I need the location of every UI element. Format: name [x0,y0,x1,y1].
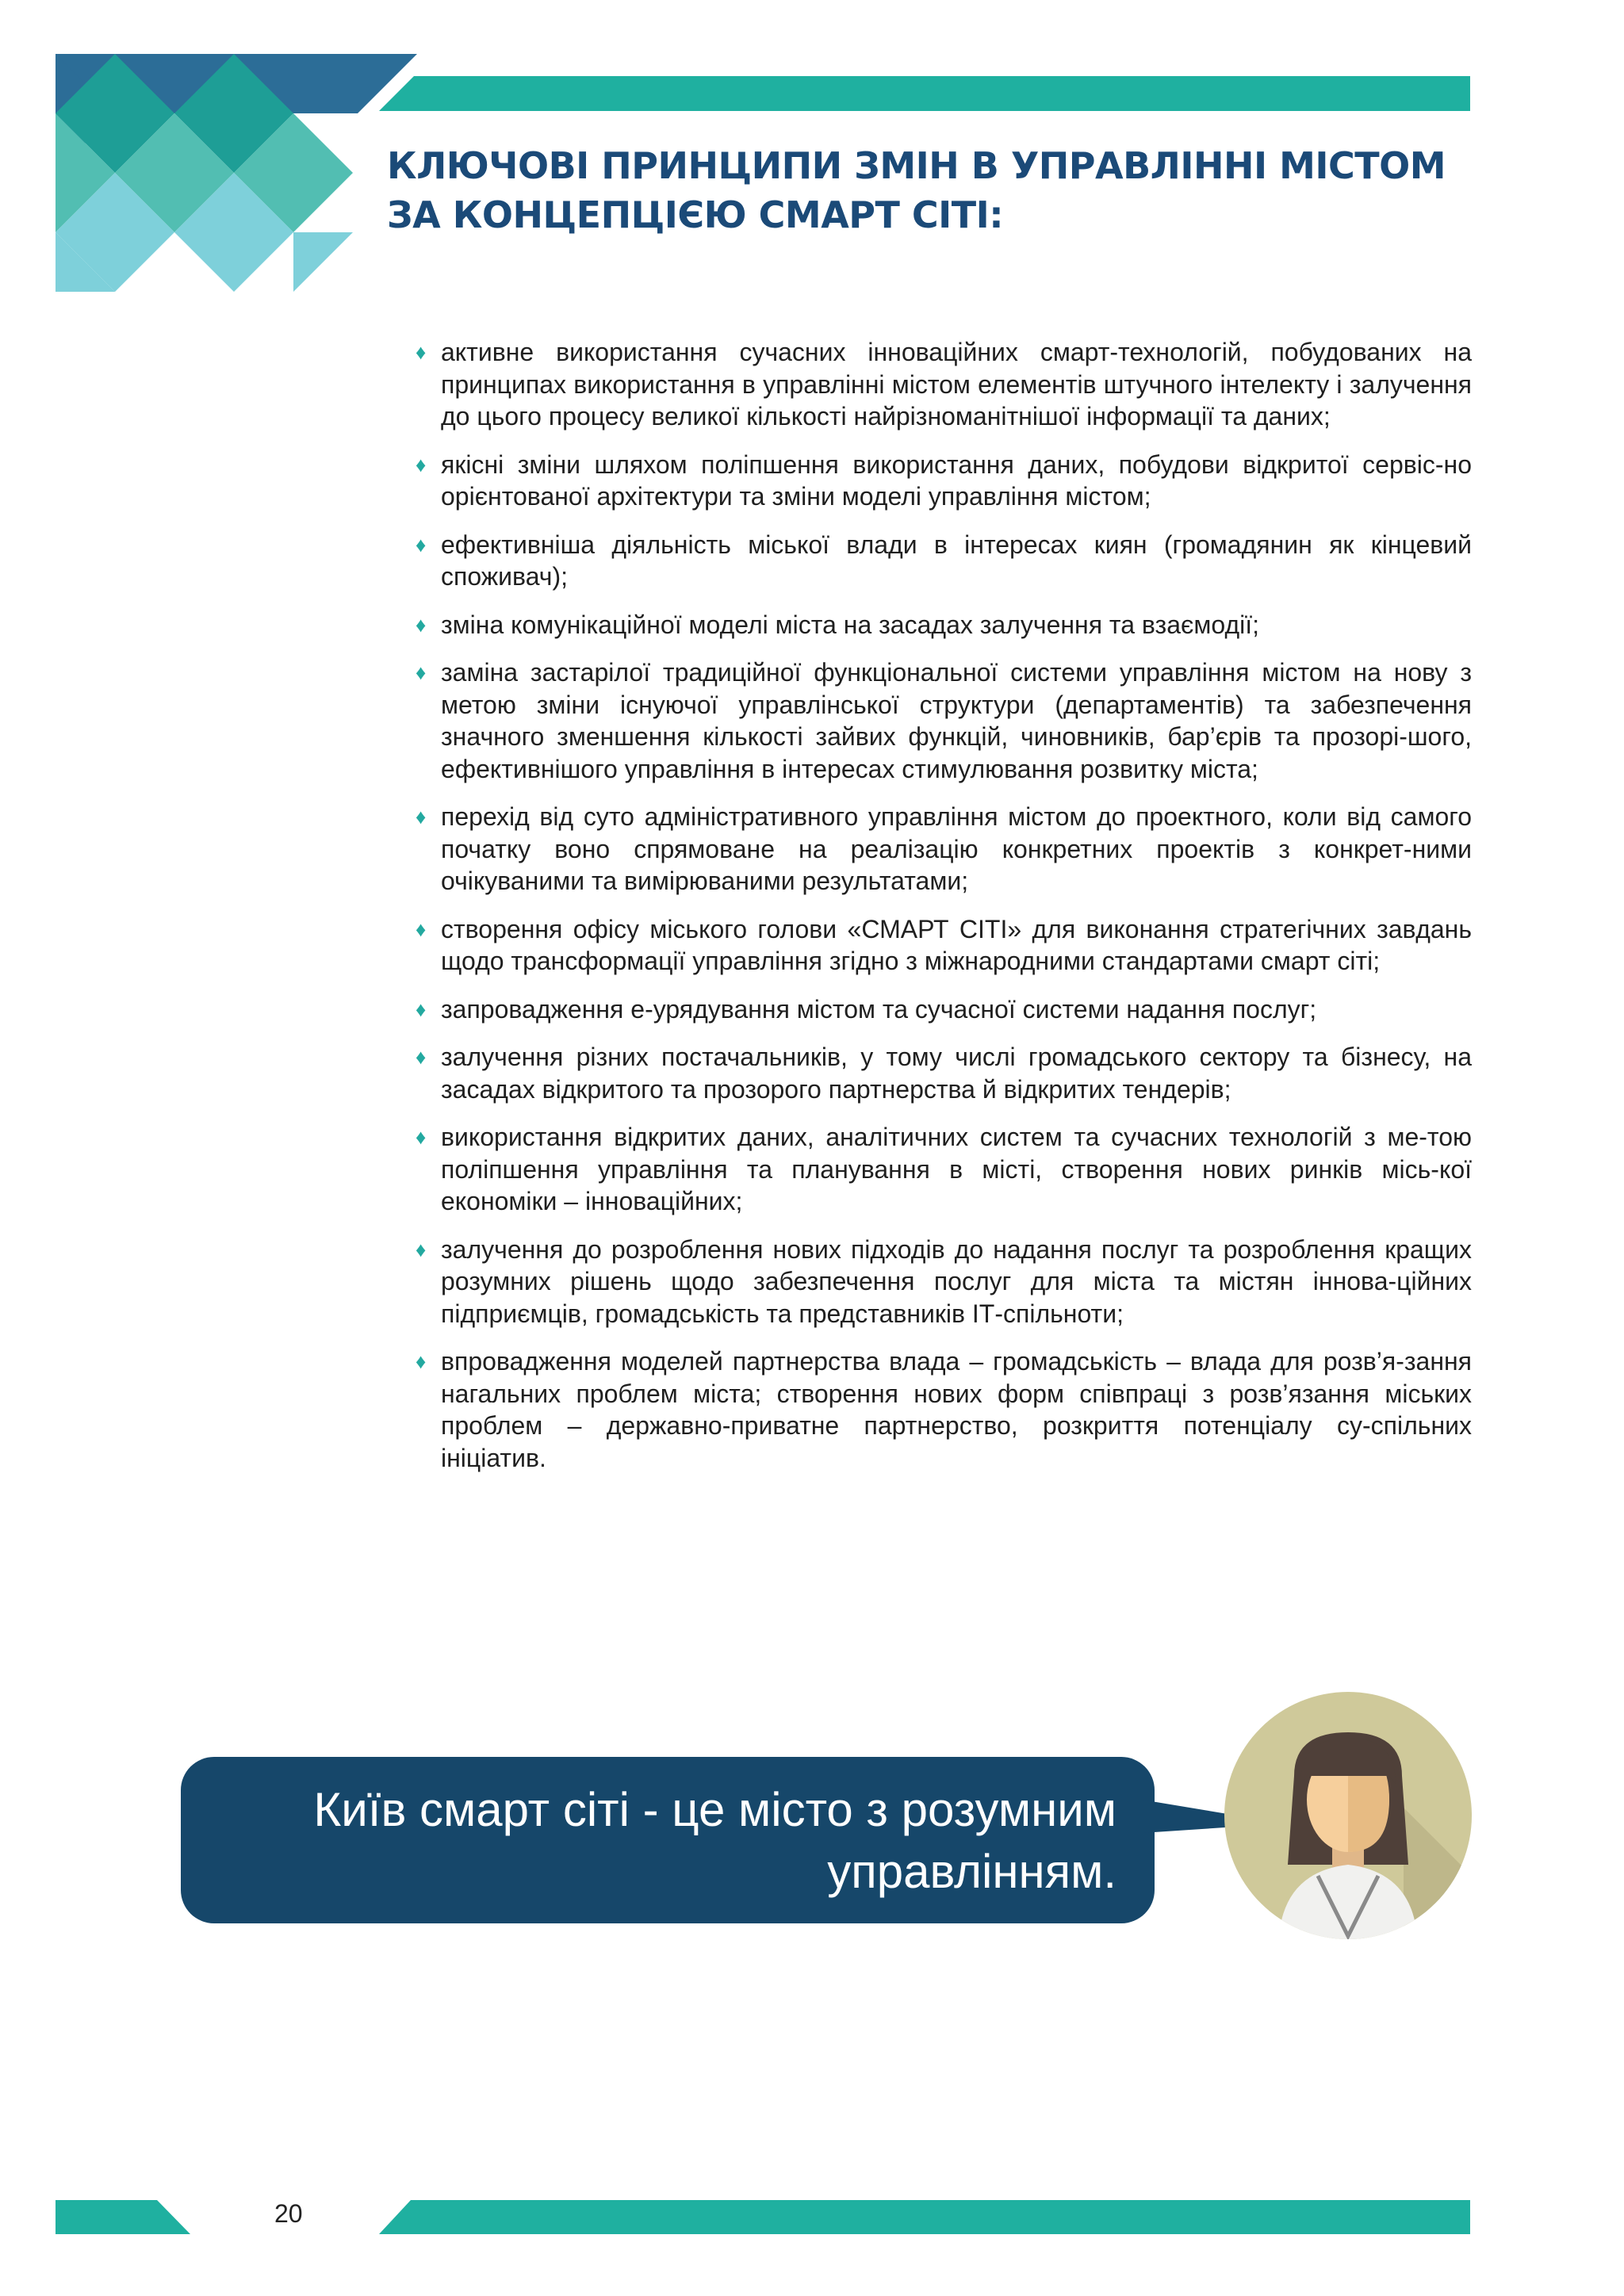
principle-item [416,449,1472,513]
diamond-bullet-icon: ♦ [416,1349,427,1373]
woman-avatar-icon [1221,1689,1475,1942]
principle-text: якісні зміни шляхом поліпшення використання даних, побудови відкритої сервіс-но орієнтованої архітектури та зміни моделі управління містом; [441,450,1472,511]
diamond-bullet-icon: ♦ [416,1237,427,1261]
principle-text: використання відкритих даних, аналітичних систем та сучасних технологій з ме-тою поліпшення управління та планування в місті, створення нових ринків місь-кої економіки – інноваційних; [441,1123,1472,1215]
principle-item [416,913,1472,978]
page-title-line-2: ЗА КОНЦЕПЦІЄЮ СМАРТ СІТІ: [387,193,1004,236]
quote-speech-bubble [181,1757,1155,1923]
principle-item [416,993,1472,1026]
diamond-bullet-icon: ♦ [416,805,427,828]
quote-line-2: управлінням. [827,1845,1116,1898]
principle-text: заміна застарілої традиційної функціональної системи управління містом на нову з метою зміни існуючої управлінської структури (департаментів) та забезпечення значного зменшення кількості зайвих функцій, чиновників, бар’єрів та прозорі-шого, ефективнішого управління в інтересах стимулювання розвитку міста; [441,658,1472,783]
principle-item [416,336,1472,433]
page-title-line-1: КЛЮЧОВІ ПРИНЦИПИ ЗМІН В УПРАВЛІННІ МІСТОМ [387,144,1446,187]
diamond-bullet-icon: ♦ [416,532,427,557]
principle-item [416,801,1472,897]
principle-item [416,529,1472,593]
quote-text [244,1779,1116,1903]
principle-item [416,609,1472,641]
principle-text: створення офісу міського голови «СМАРТ СІТІ» для виконання стратегічних завдань щодо трансформації управління згідно з міжнародними стандартами смарт сіті; [441,914,1472,975]
diamond-bullet-icon: ♦ [416,1045,427,1069]
diamond-bullet-icon: ♦ [416,612,427,637]
principle-text: ефективніша діяльність міської влади в інтересах киян (громадянин як кінцевий споживач); [441,530,1472,591]
principle-item [416,656,1472,785]
principle-text: перехід від суто адміністративного управління містом до проектного, коли від самого початку воно спрямоване на реалізацію конкретних проектів з конкрет-ними очікуваними та вимірюваними результатами; [441,802,1472,895]
principle-text: залучення до розроблення нових підходів до надання послуг та розроблення кращих розумних рішень щодо забезпечення послуг для міста та містян іннова-ційних підприємців, громадськість та представників ІТ-спільноти; [441,1234,1472,1328]
principle-item [416,1234,1472,1330]
diamond-bullet-icon: ♦ [416,660,427,684]
page-title [387,141,1497,239]
principle-text: впровадження моделей партнерства влада – громадськість – влада для розв’я-зання нагальних проблем міста; створення нових форм співпраці з розв’язання міських проблем – державно-приватне партнерство, розкриття потенціалу су-спільних ініціатив. [441,1347,1472,1472]
principle-item [416,1121,1472,1218]
diamond-bullet-icon: ♦ [416,452,427,476]
principle-text: запровадження е-урядування містом та сучасної системи надання послуг; [441,994,1317,1024]
principle-item [416,1041,1472,1105]
principles-list [416,336,1472,1490]
diamond-bullet-icon: ♦ [416,916,427,941]
principle-text: активне використання сучасних інноваційних смарт-технологій, побудованих на принципах використання в управлінні містом елементів штучного інтелекту і залучення до цього процесу великої кількості найрізноманітнішої інформації та даних; [441,338,1472,430]
principle-text: залучення різних постачальників, у тому числі громадського сектору та бізнесу, на засадах відкритого та прозорого партнерства й відкритих тендерів; [441,1043,1472,1104]
diamond-bullet-icon: ♦ [416,997,427,1021]
page-number: 20 [274,2199,303,2228]
quote-line-1: Київ смарт сіті - це місто з розумним [313,1783,1116,1836]
top-teal-bar [0,0,1624,127]
diamond-bullet-icon: ♦ [416,1125,427,1149]
principle-item [416,1345,1472,1474]
principle-text: зміна комунікаційної моделі міста на засадах залучення та взаємодії; [441,610,1259,639]
diamond-bullet-icon: ♦ [416,340,427,364]
